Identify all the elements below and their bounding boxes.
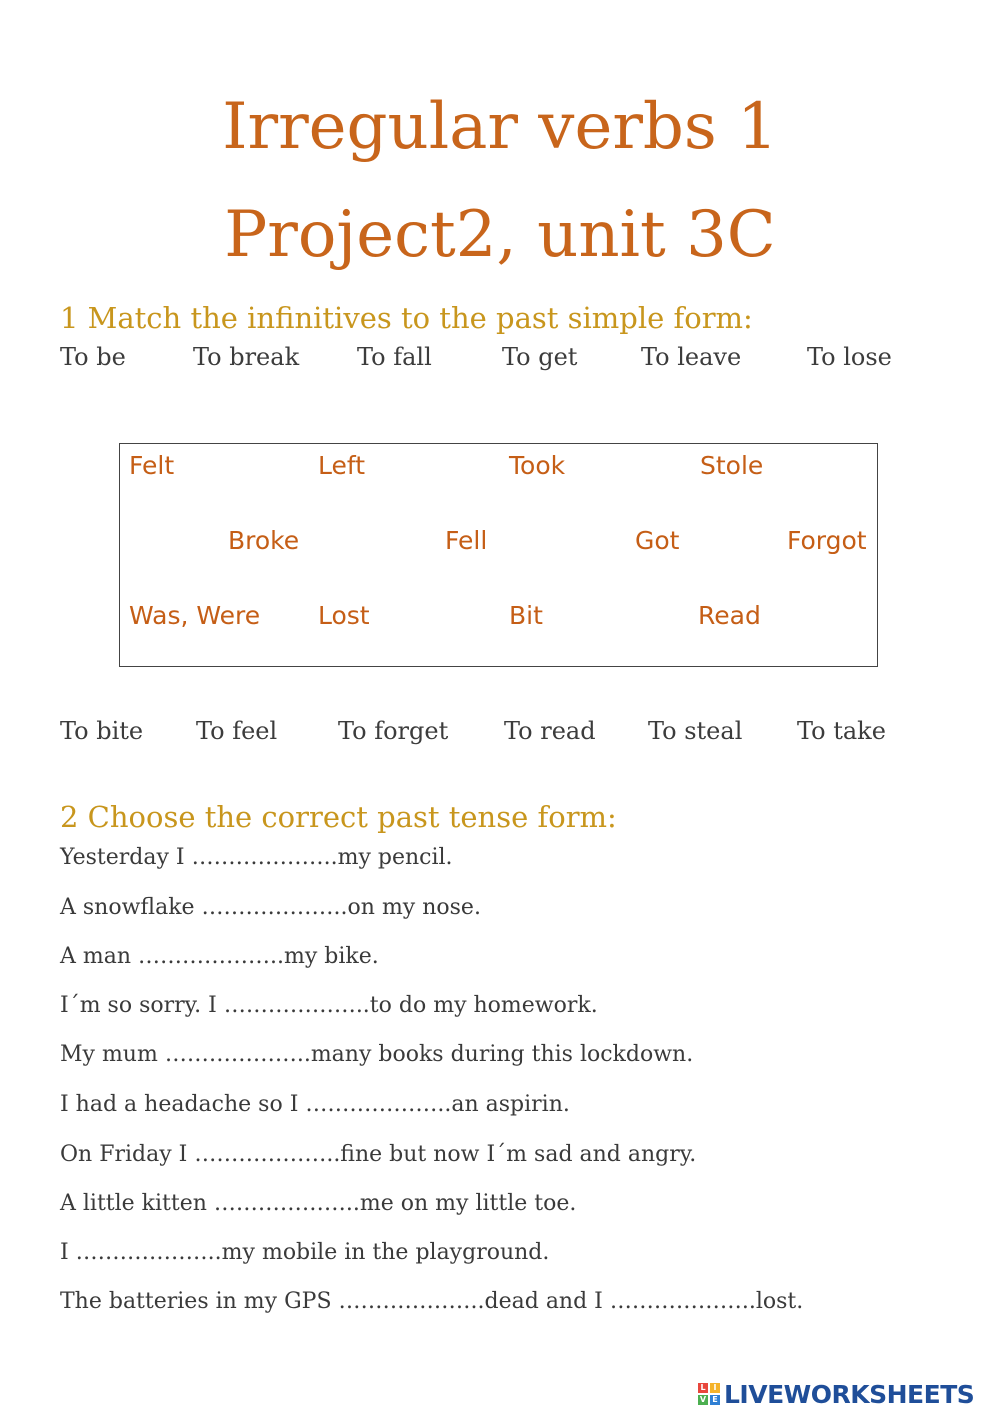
infinitive-item[interactable]: To fall xyxy=(357,343,432,371)
worksheet-subtitle: Project2, unit 3C xyxy=(224,198,776,272)
past-forms-box xyxy=(119,443,878,667)
past-form-item[interactable]: Stole xyxy=(700,451,764,480)
infinitive-item[interactable]: To forget xyxy=(338,717,449,745)
sentence-item[interactable]: A snowflake ………………..on my nose. xyxy=(60,895,481,920)
logo-mark-icon xyxy=(698,1383,720,1405)
sentence-item[interactable]: A man ………………..my bike. xyxy=(60,944,379,969)
past-form-item[interactable]: Read xyxy=(698,601,761,630)
worksheet-title: Irregular verbs 1 xyxy=(222,90,778,164)
sentence-item[interactable]: Yesterday I ………………..my pencil. xyxy=(60,845,453,870)
past-form-item[interactable]: Left xyxy=(318,451,366,480)
infinitive-item[interactable]: To bite xyxy=(60,717,144,745)
past-form-item[interactable]: Bit xyxy=(509,601,543,630)
logo-text: LIVEWORKSHEETS xyxy=(724,1379,975,1409)
infinitive-item[interactable]: To read xyxy=(504,717,596,745)
infinitive-item[interactable]: To lose xyxy=(807,343,892,371)
sentence-item[interactable]: I ………………..my mobile in the playground. xyxy=(60,1240,550,1265)
past-form-item[interactable]: Broke xyxy=(228,526,300,555)
logo-letter: E xyxy=(710,1395,720,1405)
infinitive-item[interactable]: To take xyxy=(797,717,886,745)
infinitive-item[interactable]: To feel xyxy=(196,717,278,745)
section1-heading: 1 Match the infinitives to the past simple form: xyxy=(60,301,753,335)
infinitive-item[interactable]: To leave xyxy=(641,343,742,371)
sentence-item[interactable]: The batteries in my GPS ………………..dead and I ………………..lost. xyxy=(60,1289,804,1314)
section2-heading: 2 Choose the correct past tense form: xyxy=(60,800,617,834)
sentence-item[interactable]: My mum ………………..many books during this lockdown. xyxy=(60,1042,694,1067)
logo-letter: I xyxy=(710,1383,720,1393)
past-form-item[interactable]: Fell xyxy=(445,526,488,555)
sentence-item[interactable]: I´m so sorry. I ………………..to do my homework. xyxy=(60,993,598,1018)
infinitive-item[interactable]: To break xyxy=(193,343,300,371)
infinitive-item[interactable]: To be xyxy=(60,343,126,371)
liveworksheets-logo[interactable] xyxy=(698,1378,974,1410)
infinitive-item[interactable]: To steal xyxy=(648,717,743,745)
sentence-item[interactable]: A little kitten ………………..me on my little toe. xyxy=(60,1191,577,1216)
sentence-item[interactable]: I had a headache so I ………………..an aspirin. xyxy=(60,1092,570,1117)
logo-letter: V xyxy=(699,1395,707,1404)
past-form-item[interactable]: Was, Were xyxy=(129,601,261,630)
logo-letter: L xyxy=(698,1383,708,1393)
past-form-item[interactable]: Felt xyxy=(129,451,175,480)
sentence-item[interactable]: On Friday I ………………..fine but now I´m sad and angry. xyxy=(60,1142,697,1167)
infinitive-item[interactable]: To get xyxy=(502,343,578,371)
past-form-item[interactable]: Lost xyxy=(318,601,370,630)
past-form-item[interactable]: Forgot xyxy=(787,526,867,555)
past-form-item[interactable]: Took xyxy=(509,451,566,480)
past-form-item[interactable]: Got xyxy=(635,526,680,555)
